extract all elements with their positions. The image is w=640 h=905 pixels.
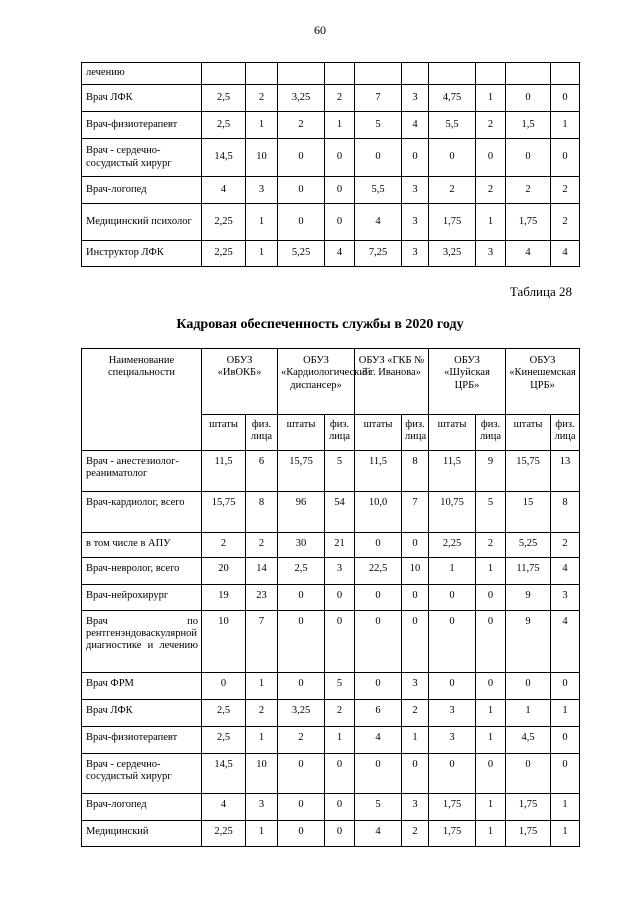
cell: 2,25: [429, 533, 476, 558]
cell: [402, 63, 429, 85]
subheader-persons: физ. лица: [402, 415, 429, 451]
row-name: Врач-кардиолог, всего: [82, 492, 202, 533]
table-row: [82, 451, 580, 492]
cell: 0: [476, 611, 506, 673]
cell: 8: [402, 451, 429, 492]
subheader-staff: штаты: [355, 415, 402, 451]
cell: 5,5: [429, 112, 476, 139]
cell: 4: [551, 558, 580, 585]
cell: 0: [402, 754, 429, 794]
cell: 1: [551, 112, 580, 139]
cell: 7: [355, 85, 402, 112]
cell: 6: [246, 451, 278, 492]
cell: 21: [325, 533, 355, 558]
cell: 0: [476, 585, 506, 611]
table-label: Таблица 28: [509, 284, 572, 299]
row-name: в том числе в АПУ: [82, 533, 202, 558]
cell: 3: [402, 241, 429, 267]
cell: 1,75: [506, 794, 551, 821]
subheader-staff: штаты: [278, 415, 325, 451]
cell: 0: [325, 139, 355, 177]
cell: 10: [246, 139, 278, 177]
cell: 3,25: [278, 700, 325, 727]
page-number: 60: [314, 23, 326, 37]
cell: [278, 63, 325, 85]
cell: 4: [506, 241, 551, 267]
cell: 1: [429, 558, 476, 585]
cell: 2: [476, 112, 506, 139]
cell: 0: [355, 139, 402, 177]
subheader-staff: штаты: [202, 415, 246, 451]
cell: 1: [476, 85, 506, 112]
table-row: [82, 85, 580, 112]
row-name: Врач-логопед: [82, 177, 202, 204]
table-row: [82, 558, 580, 585]
cell: 1: [325, 727, 355, 754]
cell: 1: [246, 821, 278, 847]
cell: 13: [551, 451, 580, 492]
cell: [551, 63, 580, 85]
cell: 1: [506, 700, 551, 727]
cell: 0: [476, 139, 506, 177]
cell: 4: [355, 727, 402, 754]
table-row: [82, 794, 580, 821]
cell: 7,25: [355, 241, 402, 267]
cell: 4: [551, 611, 580, 673]
cell: 2: [402, 700, 429, 727]
cell: 22,5: [355, 558, 402, 585]
cell: 4: [202, 177, 246, 204]
cell: 5: [355, 794, 402, 821]
cell: 11,5: [429, 451, 476, 492]
table-row: [82, 533, 580, 558]
cell: [202, 63, 246, 85]
row-name: Врач - анестезиолог-реаниматолог: [82, 451, 202, 492]
cell: 14,5: [202, 139, 246, 177]
cell: 2: [246, 700, 278, 727]
cell: 0: [551, 727, 580, 754]
cell: 11,75: [506, 558, 551, 585]
cell: 0: [355, 754, 402, 794]
cell: 3: [325, 558, 355, 585]
cell: 0: [355, 585, 402, 611]
cell: 3: [402, 177, 429, 204]
cell: 0: [355, 533, 402, 558]
table-title: Кадровая обеспеченность службы в 2020 году: [176, 317, 464, 332]
cell: 2,5: [278, 558, 325, 585]
cell: 1: [246, 727, 278, 754]
cell: 14,5: [202, 754, 246, 794]
table-row: [82, 112, 580, 139]
cell: 54: [325, 492, 355, 533]
cell: [476, 63, 506, 85]
cell: 10,75: [429, 492, 476, 533]
row-name: Врач ЛФК: [82, 700, 202, 727]
cell: 2,25: [202, 821, 246, 847]
cell: 10: [246, 754, 278, 794]
cell: 0: [429, 611, 476, 673]
cell: 0: [429, 139, 476, 177]
table-row: [82, 821, 580, 847]
row-name: Врач ФРМ: [82, 673, 202, 700]
cell: 0: [506, 85, 551, 112]
cell: 2,25: [202, 204, 246, 241]
cell: 1,75: [429, 794, 476, 821]
subheader-persons: физ. лица: [476, 415, 506, 451]
table-row: [82, 700, 580, 727]
cell: [246, 63, 278, 85]
cell: 3: [246, 177, 278, 204]
cell: 0: [429, 754, 476, 794]
cell: [355, 63, 402, 85]
cell: 5,25: [278, 241, 325, 267]
cell: 0: [402, 533, 429, 558]
cell: 5: [325, 673, 355, 700]
cell: 3: [429, 727, 476, 754]
cell: 4: [325, 241, 355, 267]
cell: 96: [278, 492, 325, 533]
cell: 0: [355, 611, 402, 673]
cell: 0: [278, 794, 325, 821]
cell: 2,25: [202, 241, 246, 267]
cell: 5: [476, 492, 506, 533]
table-row: [82, 611, 580, 673]
staffing-table-continued: [81, 62, 580, 267]
cell: 4: [355, 821, 402, 847]
cell: 1: [551, 821, 580, 847]
cell: 23: [246, 585, 278, 611]
cell: 4: [402, 112, 429, 139]
cell: 4: [355, 204, 402, 241]
cell: 0: [278, 204, 325, 241]
cell: 3: [551, 585, 580, 611]
cell: 2: [246, 85, 278, 112]
cell: 0: [476, 673, 506, 700]
cell: [429, 63, 476, 85]
row-name: Врач - сердечно-сосудистый хирург: [82, 139, 202, 177]
row-name: Инструктор ЛФК: [82, 241, 202, 267]
cell: 2,5: [202, 727, 246, 754]
cell: 3: [429, 700, 476, 727]
cell: 9: [506, 611, 551, 673]
cell: 4,75: [429, 85, 476, 112]
cell: 2: [551, 177, 580, 204]
cell: 1: [551, 700, 580, 727]
cell: 0: [429, 673, 476, 700]
cell: 3: [246, 794, 278, 821]
cell: 2: [325, 700, 355, 727]
cell: 8: [246, 492, 278, 533]
cell: 2: [476, 177, 506, 204]
subheader-persons: физ. лица: [325, 415, 355, 451]
cell: [325, 63, 355, 85]
cell: 2: [246, 533, 278, 558]
cell: 1: [476, 794, 506, 821]
row-name: Врач - сердечно-сосудистый хирург: [82, 754, 202, 794]
row-name: лечению: [82, 63, 202, 85]
cell: 4,5: [506, 727, 551, 754]
cell: 0: [278, 139, 325, 177]
cell: 0: [402, 139, 429, 177]
cell: 7: [246, 611, 278, 673]
table-row: [82, 492, 580, 533]
cell: 0: [402, 585, 429, 611]
cell: 6: [355, 700, 402, 727]
cell: 2,5: [202, 700, 246, 727]
cell: 1: [476, 821, 506, 847]
cell: 2: [551, 204, 580, 241]
cell: 2: [278, 112, 325, 139]
cell: 15,75: [278, 451, 325, 492]
staffing-table-2020: [81, 348, 580, 847]
header-org: ОБУЗ «ГКБ № 3 г. Иванова»: [355, 349, 429, 415]
cell: 1: [402, 727, 429, 754]
cell: 0: [325, 794, 355, 821]
cell: 9: [476, 451, 506, 492]
cell: 1: [476, 558, 506, 585]
cell: 1: [325, 112, 355, 139]
cell: 15,75: [506, 451, 551, 492]
subheader-persons: физ. лица: [246, 415, 278, 451]
cell: 0: [325, 204, 355, 241]
cell: 0: [429, 585, 476, 611]
cell: 0: [476, 754, 506, 794]
cell: 10,0: [355, 492, 402, 533]
cell: 0: [506, 139, 551, 177]
cell: [506, 63, 551, 85]
cell: 7: [402, 492, 429, 533]
row-name: Врач-невролог, всего: [82, 558, 202, 585]
table-row: [82, 727, 580, 754]
cell: 4: [202, 794, 246, 821]
row-name: Врач-физиотерапевт: [82, 727, 202, 754]
cell: 1: [476, 727, 506, 754]
row-name: Врач ЛФК: [82, 85, 202, 112]
table-row: [82, 585, 580, 611]
cell: 11,5: [355, 451, 402, 492]
cell: 2: [402, 821, 429, 847]
cell: 10: [202, 611, 246, 673]
cell: 2: [278, 727, 325, 754]
header-org: ОБУЗ «Кинешемская ЦРБ»: [506, 349, 580, 415]
cell: 0: [506, 673, 551, 700]
cell: 5,5: [355, 177, 402, 204]
cell: 1,75: [429, 821, 476, 847]
table-row: [82, 241, 580, 267]
header-org: ОБУЗ «Кардиологический диспансер»: [278, 349, 355, 415]
cell: 15,75: [202, 492, 246, 533]
cell: 2: [325, 85, 355, 112]
cell: 1: [246, 112, 278, 139]
cell: 2,5: [202, 112, 246, 139]
header-row: [82, 349, 580, 415]
cell: 1: [246, 673, 278, 700]
cell: 2: [476, 533, 506, 558]
cell: 0: [551, 139, 580, 177]
cell: 14: [246, 558, 278, 585]
cell: 2,5: [202, 85, 246, 112]
cell: 0: [325, 611, 355, 673]
cell: 1: [246, 241, 278, 267]
subheader-staff: штаты: [506, 415, 551, 451]
cell: 1,75: [506, 204, 551, 241]
cell: 8: [551, 492, 580, 533]
cell: 3,25: [429, 241, 476, 267]
cell: 0: [325, 754, 355, 794]
row-name: Медицинский: [82, 821, 202, 847]
cell: 3: [402, 673, 429, 700]
cell: 1: [246, 204, 278, 241]
cell: 0: [278, 821, 325, 847]
cell: 1,75: [429, 204, 476, 241]
cell: 0: [325, 821, 355, 847]
cell: 2: [202, 533, 246, 558]
cell: 0: [278, 611, 325, 673]
header-org: ОБУЗ «Шуйская ЦРБ»: [429, 349, 506, 415]
cell: 0: [551, 85, 580, 112]
cell: 0: [325, 585, 355, 611]
cell: 1: [476, 700, 506, 727]
cell: 0: [355, 673, 402, 700]
cell: 0: [402, 611, 429, 673]
cell: 1: [476, 204, 506, 241]
subheader-persons: физ. лица: [551, 415, 580, 451]
cell: 3,25: [278, 85, 325, 112]
cell: 3: [402, 85, 429, 112]
cell: 15: [506, 492, 551, 533]
cell: 0: [278, 673, 325, 700]
row-name: Врач-нейрохирург: [82, 585, 202, 611]
header-specialty: Наименование специальности: [82, 349, 202, 451]
cell: 3: [402, 204, 429, 241]
table-row: [82, 754, 580, 794]
table-row: [82, 63, 580, 85]
table-row: [82, 139, 580, 177]
cell: 1: [551, 794, 580, 821]
header-org: ОБУЗ «ИвОКБ»: [202, 349, 278, 415]
cell: 4: [551, 241, 580, 267]
cell: 2: [506, 177, 551, 204]
cell: 2: [551, 533, 580, 558]
cell: 0: [278, 754, 325, 794]
cell: 1,75: [506, 821, 551, 847]
table-row: [82, 204, 580, 241]
cell: 0: [278, 585, 325, 611]
table-row: [82, 177, 580, 204]
cell: 9: [506, 585, 551, 611]
cell: 3: [402, 794, 429, 821]
cell: 5: [325, 451, 355, 492]
row-name: Врач-логопед: [82, 794, 202, 821]
row-name: Врач по рентгенэндоваскулярной диагностике и лечению: [82, 611, 202, 673]
cell: 0: [551, 673, 580, 700]
cell: 0: [202, 673, 246, 700]
table-row: [82, 673, 580, 700]
cell: 5: [355, 112, 402, 139]
cell: 0: [506, 754, 551, 794]
cell: 0: [551, 754, 580, 794]
row-name: Медицинский психолог: [82, 204, 202, 241]
cell: 20: [202, 558, 246, 585]
cell: 2: [429, 177, 476, 204]
cell: 1,5: [506, 112, 551, 139]
cell: 0: [278, 177, 325, 204]
cell: 19: [202, 585, 246, 611]
cell: 11,5: [202, 451, 246, 492]
subheader-staff: штаты: [429, 415, 476, 451]
cell: 30: [278, 533, 325, 558]
cell: 0: [325, 177, 355, 204]
cell: 3: [476, 241, 506, 267]
cell: 10: [402, 558, 429, 585]
cell: 5,25: [506, 533, 551, 558]
row-name: Врач-физиотерапевт: [82, 112, 202, 139]
